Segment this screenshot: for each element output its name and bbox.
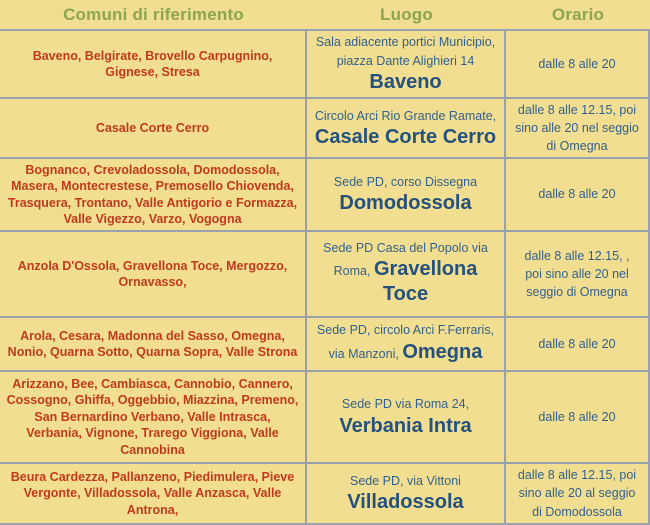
place-name: Verbania Intra xyxy=(339,414,472,437)
table-row xyxy=(0,370,650,462)
place-name: Casale Corte Cerro xyxy=(314,125,497,148)
comuni-cell: Anzola D'Ossola, Gravellona Toce, Mergozzo, Ornavasso, xyxy=(0,232,307,316)
venue-text: Sala adiacente portici Municipio, piazza Dante Alighieri 14 xyxy=(315,35,496,68)
place-name: Baveno xyxy=(369,70,442,93)
luogo-cell xyxy=(307,99,506,157)
place-name: Villadossola xyxy=(347,491,464,514)
comuni-cell: Arola, Cesara, Madonna del Sasso, Omegna, Nonio, Quarna Sotto, Quarna Sopra, Valle Strona xyxy=(0,318,307,370)
venue-text: Sede PD Casa del Popolo via Roma, xyxy=(323,240,488,279)
orario-cell: dalle 8 alle 12.15, poi sino alle 20 nel seggio di Omegna xyxy=(506,99,650,157)
luogo-cell xyxy=(307,464,506,523)
table-row xyxy=(0,316,650,370)
place-name: Omegna xyxy=(402,340,483,363)
table-header-row xyxy=(0,0,650,29)
comuni-cell: Beura Cardezza, Pallanzeno, Piedimulera, Pieve Vergonte, Villadossola, Valle Anzasca, Valle Antrona, xyxy=(0,464,307,523)
venue-text: Sede PD, corso Dissegna xyxy=(333,174,478,189)
comuni-cell: Baveno, Belgirate, Brovello Carpugnino, Gignese, Stresa xyxy=(0,31,307,97)
luogo-cell xyxy=(307,232,506,316)
header-comuni: Comuni di riferimento xyxy=(63,4,244,24)
header-luogo: Luogo xyxy=(380,4,433,24)
header-orario: Orario xyxy=(551,4,605,24)
luogo-cell xyxy=(307,159,506,230)
table-row xyxy=(0,462,650,525)
place-name: Domodossola xyxy=(339,192,472,215)
luogo-cell xyxy=(307,372,506,462)
table-row xyxy=(0,157,650,230)
orario-cell: dalle 8 alle 20 xyxy=(506,318,650,370)
venue-text: Sede PD, via Vittoni xyxy=(350,473,461,488)
orario-cell: dalle 8 alle 20 xyxy=(506,372,650,462)
luogo-cell xyxy=(307,31,506,97)
orario-cell: dalle 8 alle 20 xyxy=(506,31,650,97)
orario-cell: dalle 8 alle 12.15, poi sino alle 20 al seggio di Domodossola xyxy=(506,464,650,523)
place-name: Gravellona Toce xyxy=(373,258,478,306)
comuni-cell: Arizzano, Bee, Cambiasca, Cannobio, Cannero, Cossogno, Ghiffa, Oggebbio, Miazzina, Premeno, San Bernardino Verbano, Valle Intrasca, Verbania, Vignone, Trarego Viggiona, Valle Cannobina xyxy=(0,372,307,462)
luogo-cell xyxy=(307,318,506,370)
table-row xyxy=(0,230,650,316)
venue-text: Circolo Arci Rio Grande Ramate, xyxy=(314,108,497,123)
comuni-cell: Bognanco, Crevoladossola, Domodossola, Masera, Montecrestese, Premosello Chiovenda, Trasquera, Trontano, Valle Antigorio e Formazza, Valle Vigezzo, Varzo, Vogogna xyxy=(0,159,307,230)
venue-text: Sede PD via Roma 24, xyxy=(341,397,470,412)
orario-cell: dalle 8 alle 20 xyxy=(506,159,650,230)
table-row xyxy=(0,97,650,157)
orario-cell: dalle 8 alle 12.15, , poi sino alle 20 nel seggio di Omegna xyxy=(506,232,650,316)
comuni-cell: Casale Corte Cerro xyxy=(0,99,307,157)
venue-text: Sede PD, circolo Arci F.Ferraris, via Manzoni, xyxy=(316,323,495,361)
table-row xyxy=(0,29,650,97)
